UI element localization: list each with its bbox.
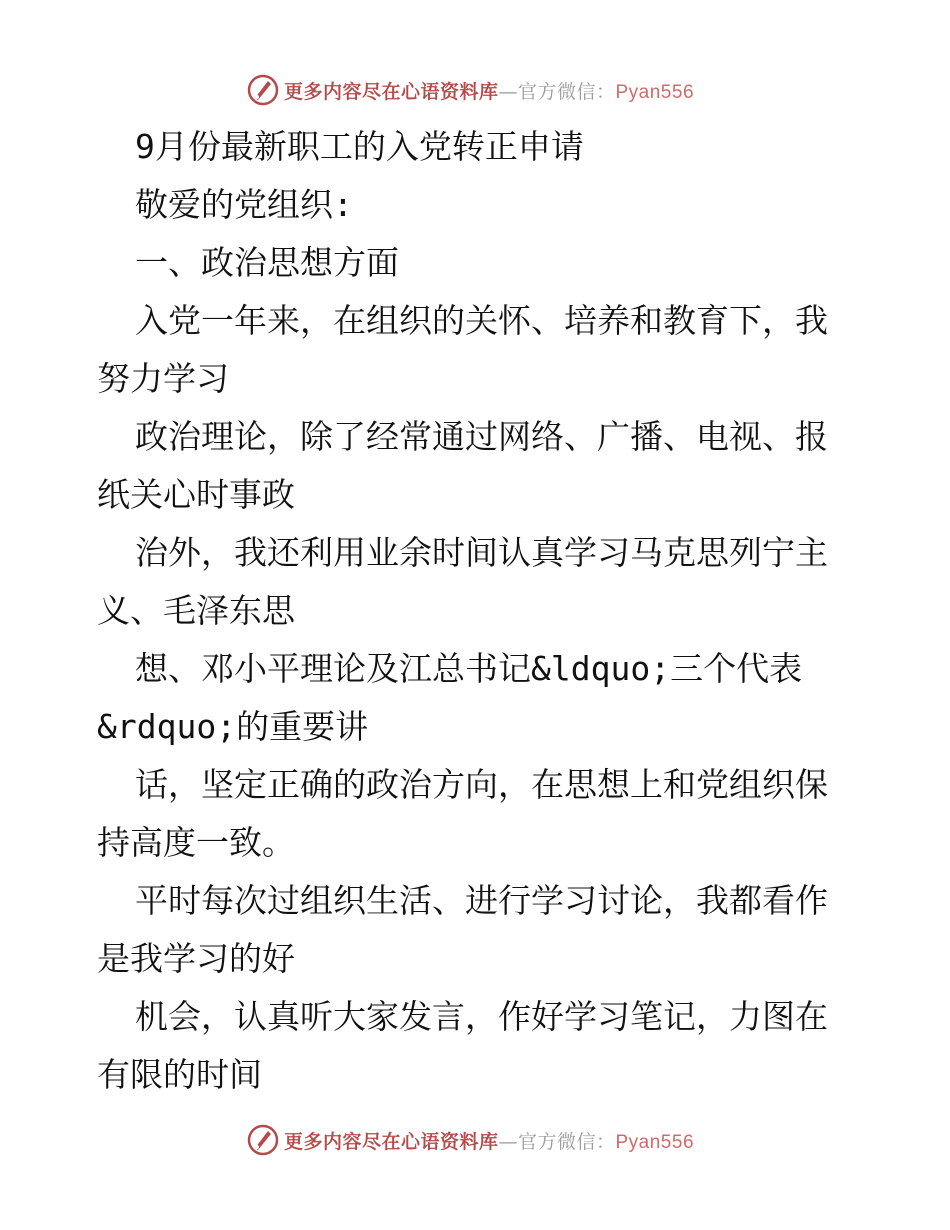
text-line: 是我学习的好 [97, 939, 295, 978]
wechat-id: Pyan556 [615, 1131, 695, 1153]
quill-logo-icon [246, 73, 280, 107]
text-line: 努力学习 [97, 359, 229, 398]
text-line: 机会，认真听大家发言，作好学习笔记，力图在 [135, 997, 828, 1036]
text-line: 持高度一致。 [97, 823, 295, 862]
text-line: 想、邓小平理论及江总书记&ldquo;三个代表 [135, 649, 803, 688]
text-line: 纸关心时事政 [97, 475, 295, 514]
salutation: 敬爱的党组织: [135, 185, 353, 224]
watermark-text [284, 77, 694, 104]
text-line: 平时每次过组织生活、进行学习讨论，我都看作 [135, 881, 828, 920]
text-line: 话，坚定正确的政治方向，在思想上和党组织保 [135, 765, 828, 804]
footer-watermark-banner [0, 1120, 950, 1160]
text-line: 治外，我还利用业余时间认真学习马克思列宁主 [135, 533, 828, 572]
text-line: 有限的时间 [97, 1055, 262, 1094]
brand-text: 更多内容尽在心语资料库 [283, 1130, 499, 1153]
wechat-label: 官方微信： [517, 1130, 616, 1153]
text-line: 政治理论，除了经常通过网络、广播、电视、报 [135, 417, 828, 456]
watermark-text [284, 1127, 694, 1154]
section-heading: 一、政治思想方面 [135, 243, 399, 282]
document-title: 9月份最新职工的入党转正申请 [135, 127, 584, 166]
document-body [97, 118, 857, 1104]
wechat-label: 官方微信： [517, 80, 616, 103]
text-line: &rdquo;的重要讲 [97, 707, 369, 746]
text-line: 义、毛泽东思 [97, 591, 295, 630]
header-watermark-banner [0, 70, 950, 110]
dash: — [498, 1130, 518, 1153]
wechat-id: Pyan556 [615, 81, 695, 103]
text-line: 入党一年来，在组织的关怀、培养和教育下，我 [135, 301, 828, 340]
quill-logo-icon [246, 1123, 280, 1157]
brand-text: 更多内容尽在心语资料库 [283, 80, 499, 103]
dash: — [498, 80, 518, 103]
